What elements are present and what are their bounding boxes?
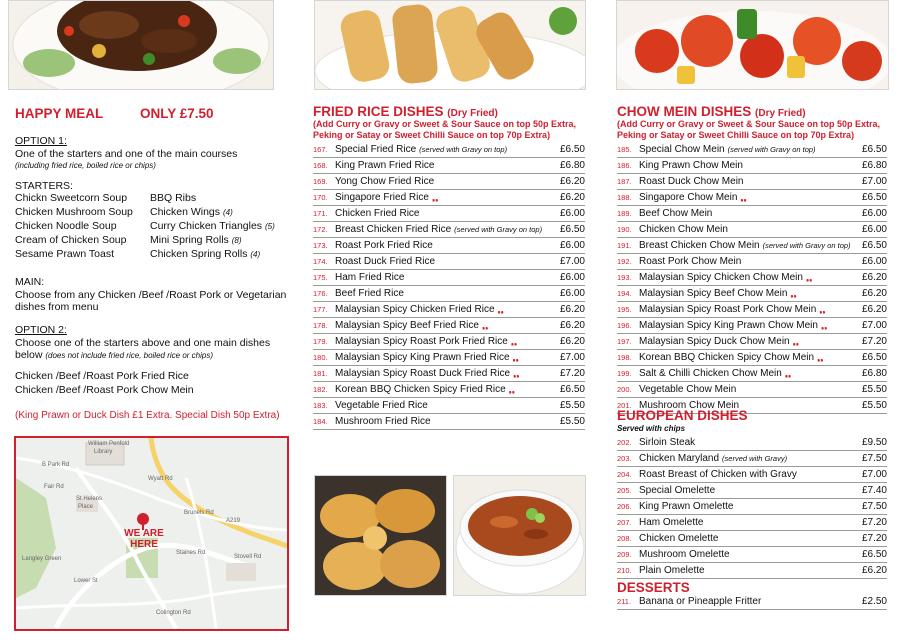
fried-rice-list <box>313 142 585 430</box>
item-price: £7.40 <box>861 485 887 496</box>
menu-item-row <box>617 238 887 254</box>
item-price: £7.00 <box>861 469 887 480</box>
starter-item <box>150 234 241 248</box>
map-label: Lower St <box>74 578 98 584</box>
item-number: 197. <box>617 337 632 346</box>
item-price: £6.50 <box>861 549 887 560</box>
map-label: B Park Rd <box>42 462 70 468</box>
item-price: £6.20 <box>559 192 585 203</box>
item-name: Beef Fried Rice <box>335 288 404 299</box>
item-number: 195. <box>617 305 632 314</box>
item-number: 170. <box>313 193 328 202</box>
sweet-sour-dish-photo <box>616 0 889 90</box>
starter-name: Chicken Spring Rolls <box>150 248 248 260</box>
item-name: King Prawn Omelette <box>639 501 734 512</box>
item-name: Korean BBQ Chicken Spicy Fried Rice <box>335 384 506 395</box>
happy-meal-title: HAPPY MEAL <box>15 106 104 121</box>
item-number: 194. <box>617 289 632 298</box>
fried-rice-title: FRIED RICE DISHES <box>313 104 444 119</box>
item-name: Mushroom Omelette <box>639 549 730 560</box>
item-price: £6.50 <box>559 384 585 395</box>
item-number: 190. <box>617 225 632 234</box>
location-map[interactable] <box>14 436 289 631</box>
menu-item-row <box>313 350 585 366</box>
map-label: Langley Green <box>22 556 62 562</box>
desserts-title: DESSERTS <box>617 580 690 595</box>
starter-item <box>150 192 196 206</box>
chow-mein-title: CHOW MEIN DISHES <box>617 104 752 119</box>
item-name: King Prawn Fried Rice <box>335 160 435 171</box>
menu-item-row <box>617 286 887 302</box>
item-name: Malaysian Spicy Duck Chow Mein <box>639 336 790 347</box>
menu-item-row <box>313 254 585 270</box>
item-name: Malaysian Spicy Roast Duck Fried Rice <box>335 368 511 379</box>
item-number: 199. <box>617 369 632 378</box>
item-name: Vegetable Fried Rice <box>335 400 428 411</box>
item-price: £7.50 <box>861 501 887 512</box>
map-label: Library <box>94 449 113 455</box>
item-name: Roast Pork Chow Mein <box>639 256 742 267</box>
menu-item-row <box>617 382 887 398</box>
item-name: Vegetable Chow Mein <box>639 384 737 395</box>
item-price: £6.00 <box>559 272 585 283</box>
menu-item-row <box>313 142 585 158</box>
starter-qty: (8) <box>231 236 242 245</box>
menu-item-row <box>617 334 887 350</box>
item-number: 176. <box>313 289 328 298</box>
map-label: Colington Rd <box>156 610 191 616</box>
chow-mein-header <box>617 104 891 140</box>
item-price: £6.00 <box>559 288 585 299</box>
item-number: 187. <box>617 177 632 186</box>
item-name: Malaysian Spicy Chicken Fried Rice <box>335 304 495 315</box>
menu-item-row <box>617 318 887 334</box>
menu-item-row <box>313 174 585 190</box>
main-block <box>15 276 300 314</box>
chili-icon: ❟❟ <box>740 193 747 202</box>
item-name: Mushroom Chow Mein <box>639 400 740 411</box>
hot-sour-soup-photo <box>453 475 586 596</box>
map-label: Fair Rd <box>44 484 64 490</box>
map-label: Place <box>78 504 94 510</box>
chili-icon: ❟❟ <box>508 385 515 394</box>
main-heading: MAIN: <box>15 276 45 288</box>
item-price: £6.80 <box>559 160 585 171</box>
item-number: 203. <box>617 454 632 463</box>
item-number: 183. <box>313 401 328 410</box>
menu-item-row <box>617 270 887 286</box>
menu-item-row <box>313 286 585 302</box>
item-number: 167. <box>313 145 328 154</box>
item-number: 189. <box>617 209 632 218</box>
starter-qty: (4) <box>222 208 233 217</box>
main-text-line-2: dishes from menu <box>15 301 99 313</box>
starter-name: Chicken Wings <box>150 206 221 218</box>
item-name: Roast Duck Fried Rice <box>335 256 436 267</box>
item-name: Malaysian Spicy Roast Pork Fried Rice <box>335 336 508 347</box>
starter-qty: (5) <box>264 222 275 231</box>
item-name: Roast Breast of Chicken with Gravy <box>639 469 797 480</box>
item-number: 181. <box>313 369 328 378</box>
starter-item: Chicken Noodle Soup <box>15 220 117 232</box>
item-price: £6.50 <box>559 144 585 155</box>
menu-item-row <box>313 414 585 430</box>
item-number: 169. <box>313 177 328 186</box>
item-number: 193. <box>617 273 632 282</box>
item-number: 182. <box>313 385 328 394</box>
item-price: £6.50 <box>559 224 585 235</box>
menu-item-row <box>617 451 887 467</box>
item-name: Chicken Fried Rice <box>335 208 420 219</box>
option-2-choice: Chicken /Beef /Roast Pork Fried Rice <box>15 370 189 382</box>
item-number: 191. <box>617 241 632 250</box>
item-number: 209. <box>617 550 632 559</box>
chili-icon: ❟❟ <box>497 305 504 314</box>
fried-rice-dry: (Dry Fried) <box>447 108 498 119</box>
map-label: St Helens <box>76 496 103 502</box>
item-name: Roast Duck Chow Mein <box>639 176 744 187</box>
extra-charge-note: (King Prawn or Duck Dish £1 Extra. Special Dish 50p Extra) <box>15 410 280 421</box>
european-title: EUROPEAN DISHES <box>617 408 748 423</box>
item-price: £6.20 <box>861 272 887 283</box>
item-number: 172. <box>313 225 328 234</box>
menu-item-row <box>617 594 887 610</box>
item-number: 177. <box>313 305 328 314</box>
item-number: 201. <box>617 401 632 410</box>
chow-mein-note-1: (Add Curry or Gravy or Sweet & Sour Sauce on top 50p Extra, <box>617 119 881 129</box>
menu-item-row <box>617 499 887 515</box>
beef-dish-photo <box>8 0 274 90</box>
we-are-here-label <box>122 528 166 550</box>
item-name: Chicken Omelette <box>639 533 719 544</box>
item-name: Beef Chow Mein <box>639 208 713 219</box>
map-label: A219 <box>226 518 241 524</box>
item-name: Roast Pork Fried Rice <box>335 240 433 251</box>
starter-item <box>150 220 275 234</box>
menu-item-row <box>617 158 887 174</box>
item-price: £9.50 <box>861 437 887 448</box>
chili-icon: ❟❟ <box>431 193 439 202</box>
item-number: 207. <box>617 518 632 527</box>
sweet-sour-illustration <box>617 1 888 89</box>
item-number: 200. <box>617 385 632 394</box>
menu-item-row <box>617 563 887 579</box>
item-name: Malaysian Spicy King Prawn Fried Rice <box>335 352 510 363</box>
map-label: William Penfold <box>88 441 130 447</box>
starter-item: Sesame Prawn Toast <box>15 248 115 260</box>
item-name: Singapore Chow Mein <box>639 192 738 203</box>
item-name: Chicken Maryland <box>639 453 720 464</box>
item-note: (served with Gravy on top) <box>762 241 851 250</box>
menu-item-row <box>617 366 887 382</box>
item-price: £7.00 <box>861 320 887 331</box>
item-number: 186. <box>617 161 632 170</box>
wontons-photo <box>314 475 447 596</box>
item-name: Special Chow Mein <box>639 144 725 155</box>
option-2-choice: Chicken /Beef /Roast Pork Chow Mein <box>15 384 194 396</box>
option-2-note: (does not include fried rice, boiled rice or chips) <box>45 351 213 360</box>
map-label: Stovell Rd <box>234 554 262 560</box>
item-number: 198. <box>617 353 632 362</box>
map-label: Staines Rd <box>176 550 206 556</box>
item-number: 208. <box>617 534 632 543</box>
starter-item <box>150 248 260 262</box>
item-price: £6.20 <box>559 176 585 187</box>
item-number: 179. <box>313 337 328 346</box>
item-name: Ham Omelette <box>639 517 704 528</box>
fried-rice-note-1: (Add Curry or Gravy or Sweet & Sour Sauce on top 50p Extra, <box>313 119 577 129</box>
item-price: £6.50 <box>861 240 887 251</box>
item-number: 210. <box>617 566 632 575</box>
item-name: Mushroom Fried Rice <box>335 416 431 427</box>
item-price: £6.80 <box>861 160 887 171</box>
map-label: Wyatt Rd <box>148 476 173 482</box>
beef-dish-illustration <box>9 1 273 89</box>
main-text-line-1: Choose from any Chicken /Beef /Roast Pork or Vegetarian <box>15 288 287 301</box>
item-number: 205. <box>617 486 632 495</box>
item-name: Chicken Chow Mein <box>639 224 728 235</box>
menu-item-row <box>313 222 585 238</box>
item-name: Malaysian Spicy King Prawn Chow Mein <box>639 320 818 331</box>
starters-heading: STARTERS: <box>15 180 73 192</box>
option-2-block <box>15 324 300 363</box>
option-2-choices <box>15 369 300 397</box>
chow-mein-title-row <box>617 104 891 119</box>
item-name: Salt & Chilli Chicken Chow Mein <box>639 368 782 379</box>
item-name: Malaysian Spicy Chicken Chow Mein <box>639 272 803 283</box>
option-1-note: (including fried rice, boiled rice or chips) <box>15 161 156 170</box>
chili-icon: ❟❟ <box>784 369 792 378</box>
item-price: £7.00 <box>559 352 585 363</box>
item-name: Breast Chicken Fried Rice <box>335 224 452 235</box>
item-number: 184. <box>313 417 328 426</box>
item-name: Malaysian Spicy Beef Fried Rice <box>335 320 479 331</box>
chili-icon: ❟❟ <box>481 321 489 330</box>
we-are-here-line-1: WE ARE <box>124 528 164 539</box>
happy-meal-price: ONLY £7.50 <box>140 106 214 121</box>
item-number: 171. <box>313 209 328 218</box>
item-number: 204. <box>617 470 632 479</box>
item-price: £7.00 <box>559 256 585 267</box>
item-number: 174. <box>313 257 328 266</box>
map-label: Brunels Rd <box>184 510 214 516</box>
item-price: £7.20 <box>559 368 585 379</box>
desserts-list <box>617 594 887 610</box>
item-price: £6.20 <box>559 304 585 315</box>
menu-item-row <box>313 158 585 174</box>
chow-mein-note-2: Peking or Satay or Sweet Chilli Sauce on top 70p Extra) <box>617 129 855 140</box>
european-list <box>617 435 887 579</box>
menu-item-row <box>617 206 887 222</box>
item-price: £6.00 <box>559 240 585 251</box>
chow-mein-dry: (Dry Fried) <box>755 108 806 119</box>
item-note: (served with Gravy on top) <box>454 225 543 234</box>
item-number: 188. <box>617 193 632 202</box>
starter-item: Chickn Sweetcorn Soup <box>15 192 128 204</box>
soup-illustration <box>454 476 585 595</box>
starter-item: Chicken Mushroom Soup <box>15 206 133 218</box>
option-1-text: One of the starters and one of the main courses <box>15 147 238 160</box>
chili-icon: ❟❟ <box>817 353 824 362</box>
option-2-text-line-1: Choose one of the starters above and one main dishes <box>15 336 271 349</box>
chili-icon: ❟❟ <box>513 369 520 378</box>
menu-item-row <box>313 318 585 334</box>
starter-name: Curry Chicken Triangles <box>150 220 263 232</box>
item-name: King Prawn Chow Mein <box>639 160 743 171</box>
item-name: Malaysian Spicy Beef Chow Mein <box>639 288 788 299</box>
item-price: £6.20 <box>861 304 887 315</box>
item-price: £7.20 <box>861 517 887 528</box>
fried-rice-title-row <box>313 104 587 119</box>
item-note: (served with Gravy on top) <box>727 145 816 154</box>
menu-item-row <box>617 547 887 563</box>
item-name: Yong Chow Fried Rice <box>335 176 435 187</box>
chili-icon: ❟❟ <box>512 353 519 362</box>
item-number: 178. <box>313 321 328 330</box>
item-price: £7.20 <box>861 533 887 544</box>
starter-name: BBQ Ribs <box>150 192 197 204</box>
item-name: Plain Omelette <box>639 565 705 576</box>
item-note: (served with Gravy) <box>722 454 788 463</box>
menu-item-row <box>617 531 887 547</box>
item-price: £6.00 <box>559 208 585 219</box>
item-price: £6.50 <box>861 352 887 363</box>
item-name: Ham Fried Rice <box>335 272 405 283</box>
item-number: 196. <box>617 321 632 330</box>
menu-item-row <box>313 398 585 414</box>
menu-item-row <box>617 350 887 366</box>
item-price: £6.00 <box>861 256 887 267</box>
item-price: £5.50 <box>861 384 887 395</box>
menu-item-row <box>313 334 585 350</box>
item-number: 168. <box>313 161 328 170</box>
item-name: Malaysian Spicy Roast Pork Chow Mein <box>639 304 817 315</box>
item-price: £5.50 <box>559 416 585 427</box>
item-name: Sirloin Steak <box>639 437 696 448</box>
menu-item-row <box>313 206 585 222</box>
chow-mein-list <box>617 142 887 414</box>
menu-item-row <box>313 270 585 286</box>
item-number: 180. <box>313 353 328 362</box>
option-2-text-below: below <box>15 349 43 361</box>
menu-item-row <box>617 254 887 270</box>
item-price: £7.20 <box>861 336 887 347</box>
menu-item-row <box>617 435 887 451</box>
menu-item-row <box>617 302 887 318</box>
item-number: 185. <box>617 145 632 154</box>
wontons-illustration <box>315 476 446 595</box>
item-price: £6.20 <box>861 565 887 576</box>
starter-item: Cream of Chicken Soup <box>15 234 127 246</box>
chili-icon: ❟❟ <box>790 289 797 298</box>
chili-icon: ❟❟ <box>819 305 826 314</box>
option-1-heading: OPTION 1: <box>15 135 67 147</box>
item-number: 211. <box>617 597 632 606</box>
menu-item-row <box>617 174 887 190</box>
menu-item-row <box>313 302 585 318</box>
spring-rolls-illustration <box>315 1 585 89</box>
item-price: £6.20 <box>861 288 887 299</box>
starter-name: Mini Spring Rolls <box>150 234 229 246</box>
chili-icon: ❟❟ <box>792 337 799 346</box>
menu-item-row <box>617 467 887 483</box>
starter-item <box>150 206 233 220</box>
item-price: £6.20 <box>559 320 585 331</box>
item-price: £5.50 <box>559 400 585 411</box>
item-price: £7.00 <box>861 176 887 187</box>
item-name: Singapore Fried Rice <box>335 192 429 203</box>
item-price: £6.00 <box>861 208 887 219</box>
menu-item-row <box>313 238 585 254</box>
option-1-block <box>15 135 300 173</box>
menu-item-row <box>617 142 887 158</box>
menu-item-row <box>313 366 585 382</box>
item-price: £6.50 <box>861 144 887 155</box>
starter-qty: (4) <box>250 250 261 259</box>
option-2-text-line-2 <box>15 349 300 363</box>
menu-item-row <box>617 483 887 499</box>
item-name: Banana or Pineapple Fritter <box>639 596 762 607</box>
chili-icon: ❟❟ <box>805 273 813 282</box>
chili-icon: ❟❟ <box>820 321 828 330</box>
european-subtitle: Served with chips <box>617 424 686 433</box>
item-price: £6.00 <box>861 224 887 235</box>
item-price: £6.20 <box>559 336 585 347</box>
chili-icon: ❟❟ <box>510 337 518 346</box>
item-number: 192. <box>617 257 632 266</box>
fried-rice-note-2: Peking or Satay or Sweet Chilli Sauce on top 70p Extra) <box>313 129 551 140</box>
menu-item-row <box>617 190 887 206</box>
option-2-heading: OPTION 2: <box>15 324 67 336</box>
fried-rice-header <box>313 104 587 140</box>
item-price: £6.50 <box>861 192 887 203</box>
item-number: 173. <box>313 241 328 250</box>
we-are-here-line-2: HERE <box>130 539 158 550</box>
item-name: Special Fried Rice <box>335 144 417 155</box>
item-number: 206. <box>617 502 632 511</box>
item-price: £6.80 <box>861 368 887 379</box>
item-price: £5.50 <box>861 400 887 411</box>
menu-item-row <box>617 222 887 238</box>
item-number: 202. <box>617 438 632 447</box>
item-number: 175. <box>313 273 328 282</box>
spring-rolls-photo <box>314 0 586 90</box>
item-price: £2.50 <box>861 596 887 607</box>
item-name: Special Omelette <box>639 485 716 496</box>
item-name: Breast Chicken Chow Mein <box>639 240 760 251</box>
menu-item-row <box>313 382 585 398</box>
item-name: Korean BBQ Chicken Spicy Chow Mein <box>639 352 815 363</box>
menu-item-row <box>617 515 887 531</box>
item-note: (served with Gravy on top) <box>419 145 508 154</box>
menu-item-row <box>313 190 585 206</box>
item-price: £7.50 <box>861 453 887 464</box>
